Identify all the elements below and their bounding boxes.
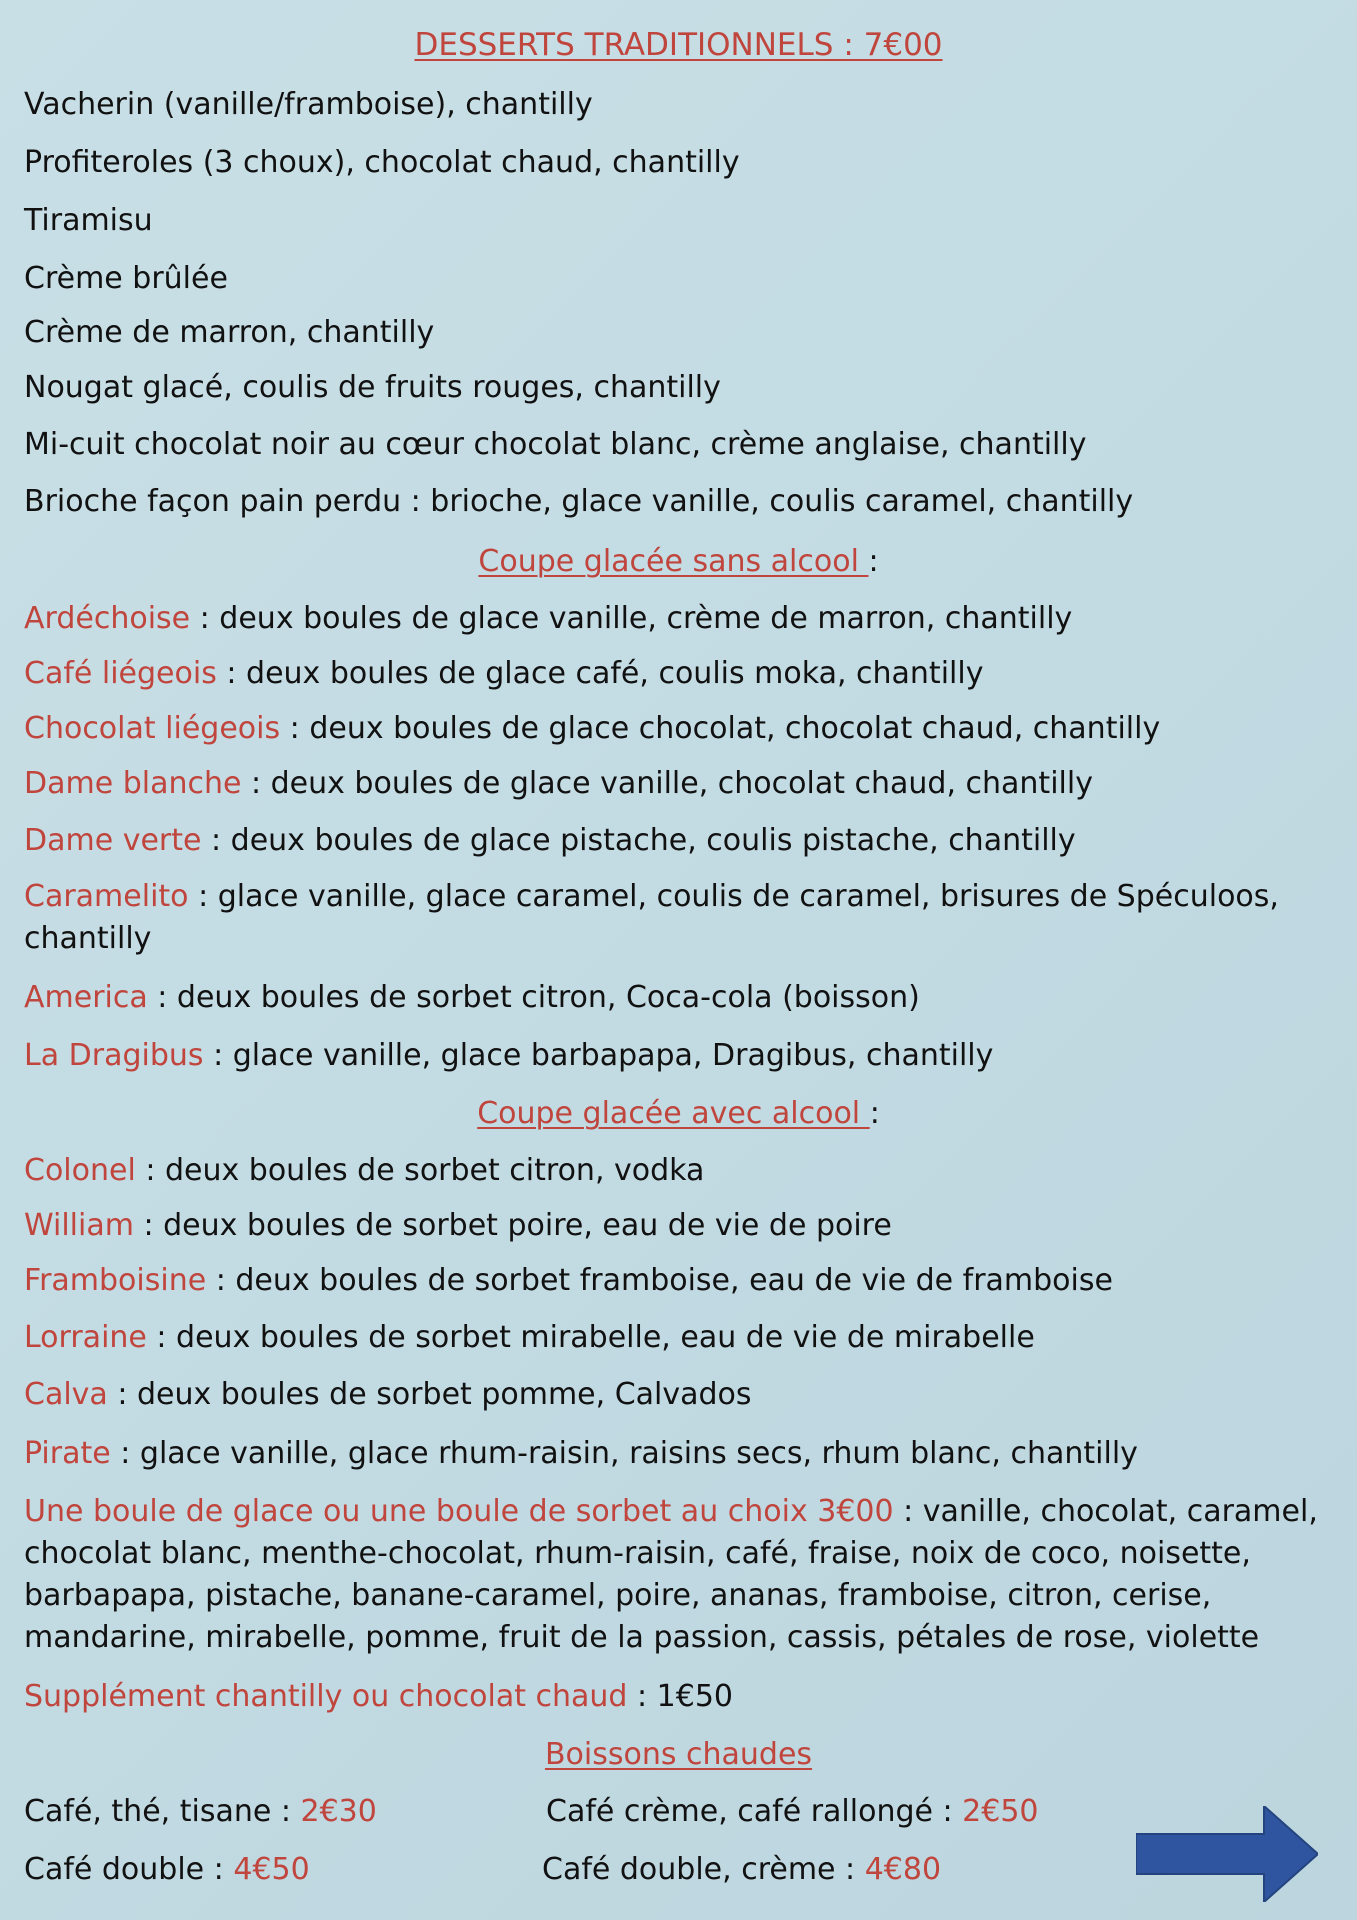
sundae-item [24,653,1334,695]
dessert-item: Brioche façon pain perdu : brioche, glace vanille, coulis caramel, chantilly [24,484,1134,519]
section-heading-hot-drinks: Boissons chaudes [544,1737,813,1772]
item-name: Chocolat liégeois [24,711,281,746]
dessert-item: Nougat glacé, coulis de fruits rouges, chantilly [24,370,721,405]
heading-colon: : [868,544,879,579]
sundae-item [24,876,1334,960]
item-desc: : deux boules de glace pistache, coulis pistache, chantilly [201,823,1076,858]
item-name: La Dragibus [24,1038,204,1073]
dessert-item: Tiramisu [24,203,153,238]
heading-label: Coupe glacée avec alcool [477,1096,870,1131]
sundae-item [24,1260,1334,1302]
item-name: Dame blanche [24,766,242,801]
heading-colon: : [869,1096,880,1131]
drink-label: Café double : [24,1852,234,1887]
dessert-item: Mi-cuit chocolat noir au cœur chocolat blanc, crème anglaise, chantilly [24,427,1087,462]
item-desc: : deux boules de sorbet pomme, Calvados [107,1377,752,1412]
single-scoop [24,1491,1334,1659]
drink-item [546,1791,1106,1833]
heading-label: Coupe glacée sans alcool [478,544,869,579]
section-heading-sans-alcool [0,541,1357,583]
sundae-item [24,1035,1334,1077]
item-name: America [24,980,148,1015]
drink-price: 4€80 [864,1852,942,1887]
item-desc: : deux boules de sorbet framboise, eau de vie de framboise [206,1263,1113,1298]
item-name: Dame verte [24,823,202,858]
sundae-item [24,1433,1334,1475]
item-name: Calva [24,1377,108,1412]
sundae-item [24,1150,1334,1192]
section-heading-avec-alcool [0,1093,1357,1135]
sundae-item [24,708,1334,750]
item-desc: : deux boules de sorbet citron, Coca-cola (boisson) [147,980,920,1015]
item-name: Café liégeois [24,656,217,691]
dessert-item: Crème brûlée [24,261,228,296]
sundae-item [24,1374,1334,1416]
drink-item [542,1849,1102,1891]
item-name: Framboisine [24,1263,207,1298]
drink-label: Café crème, café rallongé : [546,1794,963,1829]
drink-item [24,1791,524,1833]
single-scoop-label: Une boule de glace ou une boule de sorbet au choix 3€00 [24,1494,894,1529]
item-name: Caramelito [24,879,189,914]
drink-price: 4€50 [233,1852,310,1887]
item-desc: : deux boules de glace café, coulis moka, chantilly [216,656,984,691]
item-desc: : deux boules de glace vanille, chocolat chaud, chantilly [241,766,1093,801]
dessert-item: Profiteroles (3 choux), chocolat chaud, chantilly [24,145,740,180]
item-desc: : glace vanille, glace barbapapa, Dragibus, chantilly [203,1038,994,1073]
drink-item [24,1849,524,1891]
item-desc: : deux boules de sorbet citron, vodka [135,1153,705,1188]
arrow-right-icon[interactable] [1136,1806,1318,1902]
item-desc: : deux boules de sorbet mirabelle, eau de vie de mirabelle [146,1320,1035,1355]
dessert-item: Crème de marron, chantilly [24,315,435,350]
drink-price: 2€50 [962,1794,1039,1829]
sundae-item [24,763,1334,805]
item-desc: : deux boules de glace chocolat, chocolat chaud, chantilly [280,711,1161,746]
sundae-item [24,977,1334,1019]
item-name: Colonel [24,1153,136,1188]
drink-label: Café double, crème : [542,1852,865,1887]
item-desc: : glace vanille, glace rhum-raisin, raisins secs, rhum blanc, chantilly [110,1436,1138,1471]
item-name: Ardéchoise [24,601,191,636]
supplement-label: Supplément chantilly ou chocolat chaud [24,1679,628,1714]
item-desc: : deux boules de glace vanille, crème de marron, chantilly [190,601,1073,636]
supplement [24,1676,1334,1718]
item-name: William [24,1208,134,1243]
flavor-list: : vanille, chocolat, caramel, chocolat blanc, menthe-chocolat, rhum-raisin, café, fraise, noix de coco, noisette, barbapapa, pistache, banane-caramel, poire, ananas, framboise, citron, cerise, mandarine, mirabelle, pomme, fruit de la passion, cassis, pétales de rose, violette [24,1494,1318,1655]
item-name: Pirate [24,1436,111,1471]
sundae-item [24,1205,1334,1247]
drink-label: Café, thé, tisane : [24,1794,301,1829]
sundae-item [24,598,1334,640]
item-name: Lorraine [24,1320,147,1355]
page-title: DESSERTS TRADITIONNELS : 7€00 [414,27,943,63]
sundae-item [24,1317,1334,1359]
drink-price: 2€30 [300,1794,377,1829]
item-desc: : glace vanille, glace caramel, coulis de caramel, brisures de Spéculoos, chantilly [24,879,1279,956]
item-desc: : deux boules de sorbet poire, eau de vie de poire [133,1208,892,1243]
dessert-item: Vacherin (vanille/framboise), chantilly [24,87,593,122]
sundae-item [24,820,1334,862]
supplement-price: 1€50 [656,1679,734,1714]
supplement-sep: : [627,1679,657,1714]
